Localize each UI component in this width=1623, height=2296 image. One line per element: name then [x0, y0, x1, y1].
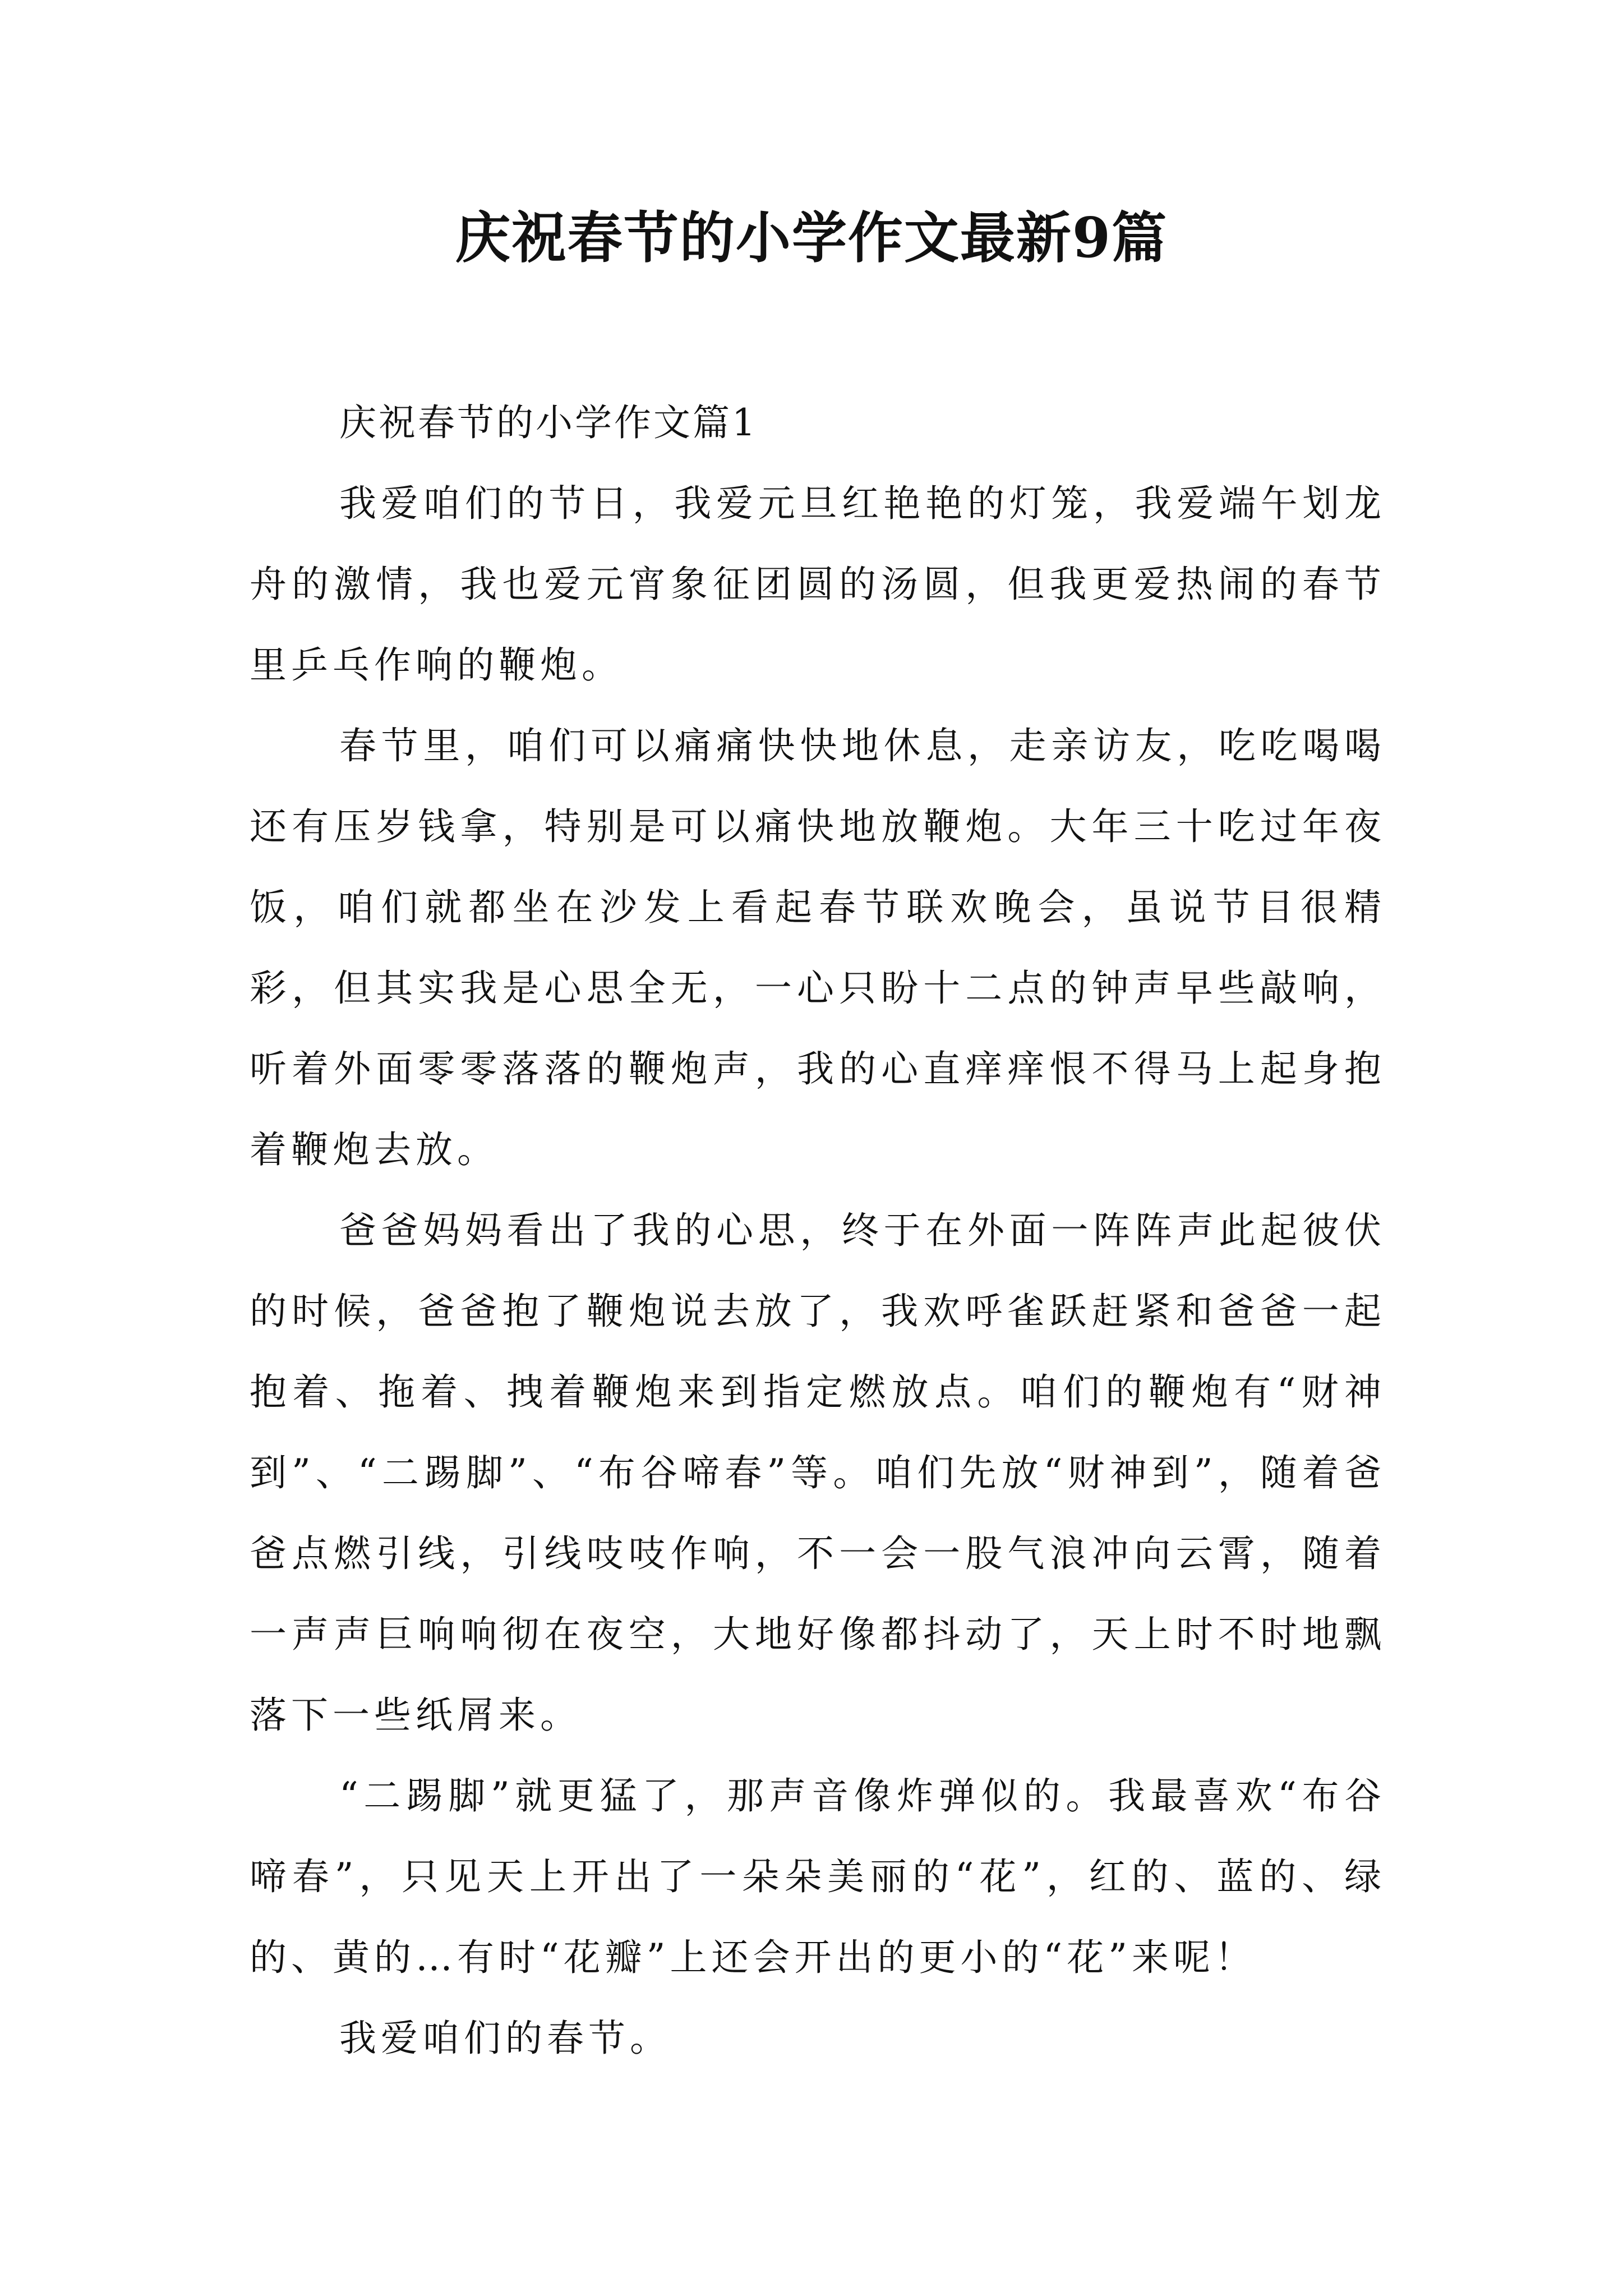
document-title: 庆祝春节的小学作文最新9篇: [455, 206, 1168, 270]
paragraph-1: 我爱咱们的节日，我爱元旦红艳艳的灯笼，我爱端午划龙舟的激情，我也爱元宵象征团圆的汤圆，但我更爱热闹的春节里乒乓作响的鞭炮。: [250, 482, 1386, 687]
paragraph-3: 爸爸妈妈看出了我的心思，终于在外面一阵阵声此起彼伏的时候，爸爸抱了鞭炮说去放了，我欢呼雀跃赶紧和爸爸一起抱着、拖着、拽着鞭炮来到指定燃放点。咱们的鞭炮有“财神到”、“二踢脚”、“布谷啼春”等。咱们先放“财神到”，随着爸爸点燃引线，引线吱吱作响，不一会一股气浪冲向云霄，随着一声声巨响响彻在夜空，大地好像都抖动了，天上时不时地飘落下一些纸屑来。: [250, 1209, 1386, 1737]
paragraph-2: 春节里，咱们可以痛痛快快地休息，走亲访友，吃吃喝喝还有压岁钱拿，特别是可以痛快地放鞭炮。大年三十吃过年夜饭，咱们就都坐在沙发上看起春节联欢晚会，虽说节目很精彩，但其实我是心思全无，一心只盼十二点的钟声早些敲响，听着外面零零落落的鞭炮声，我的心直痒痒恨不得马上起身抱着鞭炮去放。: [250, 724, 1386, 1171]
paragraph-4: “二踢脚”就更猛了，那声音像炸弹似的。我最喜欢“布谷啼春”，只见天上开出了一朵朵美丽的“花”，红的、蓝的、绿的、黄的…有时“花瓣”上还会开出的更小的“花”来呢！: [250, 1774, 1386, 1979]
paragraph-5: 我爱咱们的春节。: [339, 2017, 671, 2060]
document-body: [250, 383, 1386, 2079]
section-heading: 庆祝春节的小学作文篇1: [339, 401, 758, 444]
